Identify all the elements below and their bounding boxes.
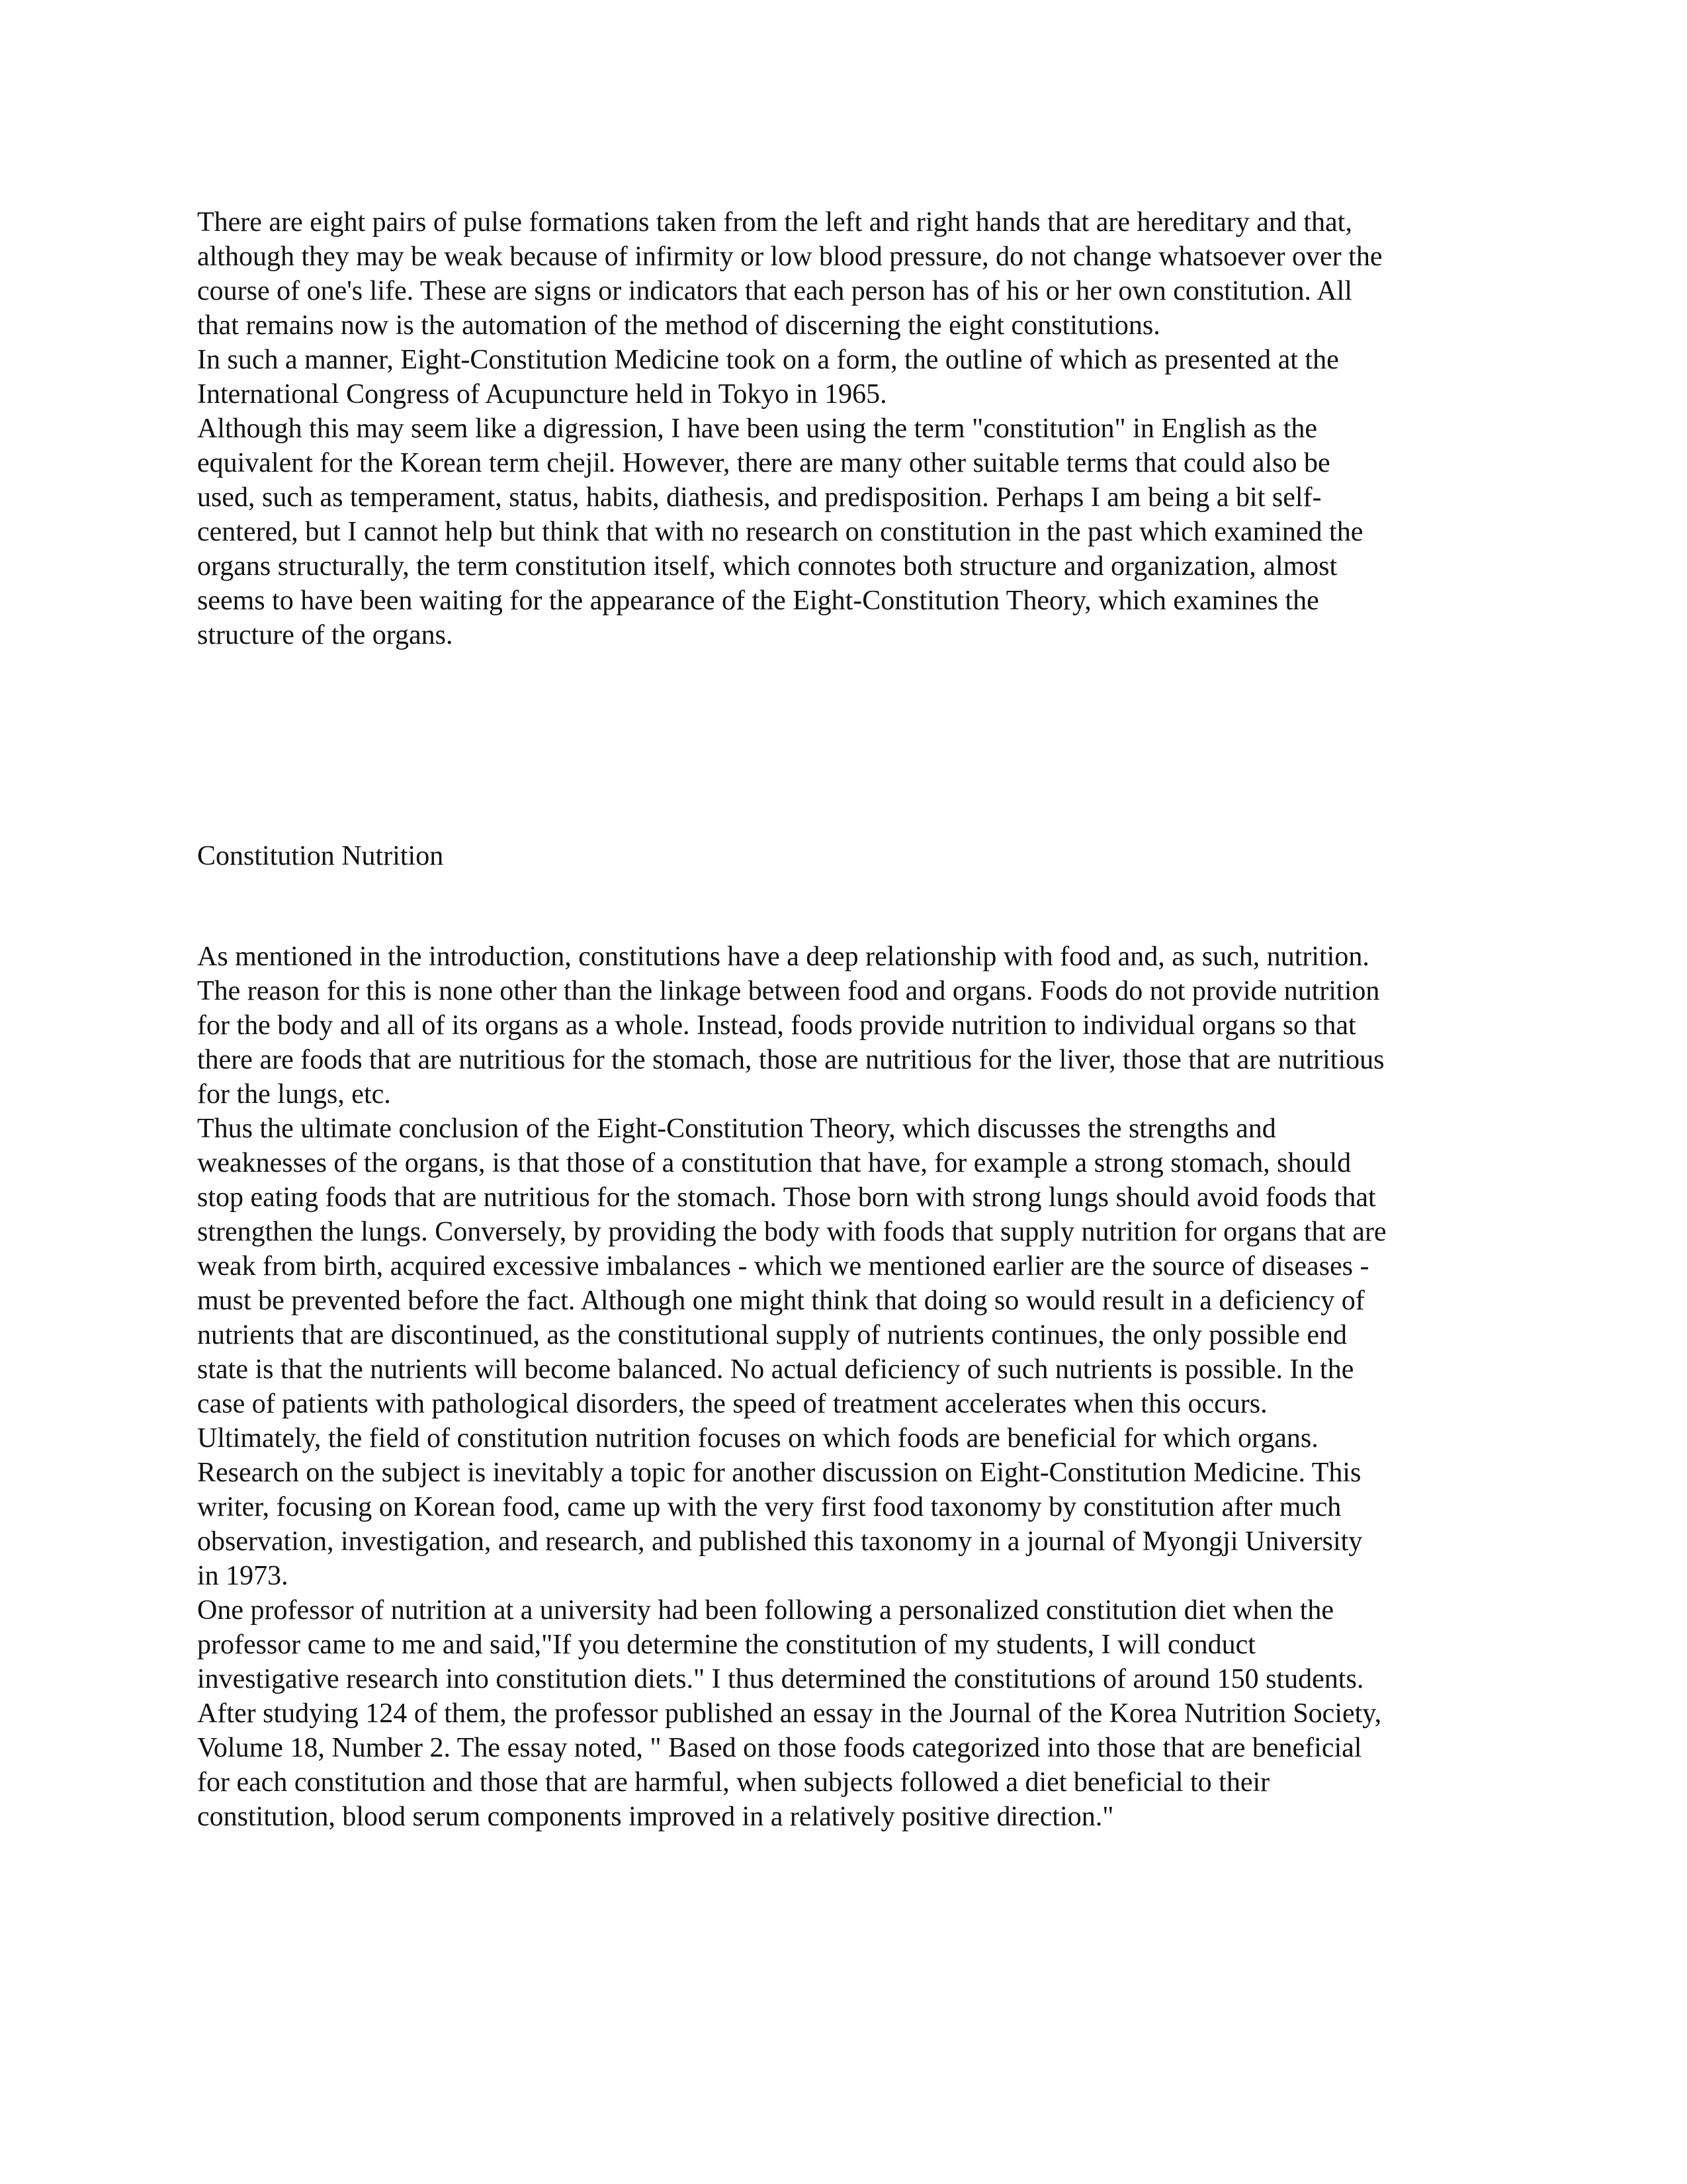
section-heading: Constitution Nutrition — [197, 841, 444, 871]
paragraph: There are eight pairs of pulse formations taken from the left and right hands that are hereditary and that, although they may be weak because of infirmity or low blood pressure, do not change whatsoever over the course of one's life. These are signs or indicators that each person has of his or her own constitution. All that remains now is the automation of the method of discerning the eight constitutions. — [197, 207, 1383, 341]
paragraph: Thus the ultimate conclusion of the Eight-Constitution Theory, which discusses the strengths and weaknesses of the organs, is that those of a constitution that have, for example a strong stomach, should stop eating foods that are nutritious for the stomach. Those born with strong lungs should avoid foods that strengthen the lungs. Conversely, by providing the body with foods that supply nutrition for organs that are weak from birth, acquired excessive imbalances - which we mentioned earlier are the source of diseases - must be prevented before the fact. Although one might think that doing so would result in a deficiency of nutrients that are discontinued, as the constitutional supply of nutrients continues, the only possible end state is that the nutrients will become balanced. No actual deficiency of such nutrients is possible. In the case of patients with pathological disorders, the speed of treatment accelerates when this occurs. — [197, 1114, 1387, 1419]
section-1-body — [197, 205, 1388, 652]
section-2-body — [197, 939, 1388, 1834]
paragraph: Although this may seem like a digression, I have been using the term "constitution" in English as the equivalent for the Korean term chejil. However, there are many other suitable terms that could also be used, such as temperament, status, habits, diathesis, and predisposition. Perhaps I am being a bit self-centered, but I cannot help but think that with no research on constitution in the past which examined the organs structurally, the term constitution itself, which connotes both structure and organization, almost seems to have been waiting for the appearance of the Eight-Constitution Theory, which examines the structure of the organs. — [197, 414, 1363, 650]
paragraph: One professor of nutrition at a university had been following a personalized constitution diet when the professor came to me and said,"If you determine the constitution of my students, I will conduct investigative research into constitution diets." I thus determined the constitutions of around 150 students. After studying 124 of them, the professor published an essay in the Journal of the Korea Nutrition Society, Volume 18, Number 2. The essay noted, " Based on those foods categorized into those that are beneficial for each constitution and those that are harmful, when subjects followed a diet beneficial to their constitution, blood serum components improved in a relatively positive direction." — [197, 1595, 1382, 1832]
paragraph: As mentioned in the introduction, constitutions have a deep relationship with food and, as such, nutrition. The reason for this is none other than the linkage between food and organs. Foods do not provide nutrition for the body and all of its organs as a whole. Instead, foods provide nutrition to individual organs so that there are foods that are nutritious for the stomach, those are nutritious for the liver, those that are nutritious for the lungs, etc. — [197, 941, 1385, 1110]
paragraph: Ultimately, the field of constitution nutrition focuses on which foods are beneficial for which organs. Research on the subject is inevitably a topic for another discussion on Eight-Constitution Medicine. This writer, focusing on Korean food, came up with the very first food taxonomy by constitution after much observation, investigation, and research, and published this taxonomy in a journal of Myongji University in 1973. — [197, 1423, 1363, 1591]
paragraph: In such a manner, Eight-Constitution Medicine took on a form, the outline of which as presented at the International Congress of Acupuncture held in Tokyo in 1965. — [197, 345, 1339, 410]
